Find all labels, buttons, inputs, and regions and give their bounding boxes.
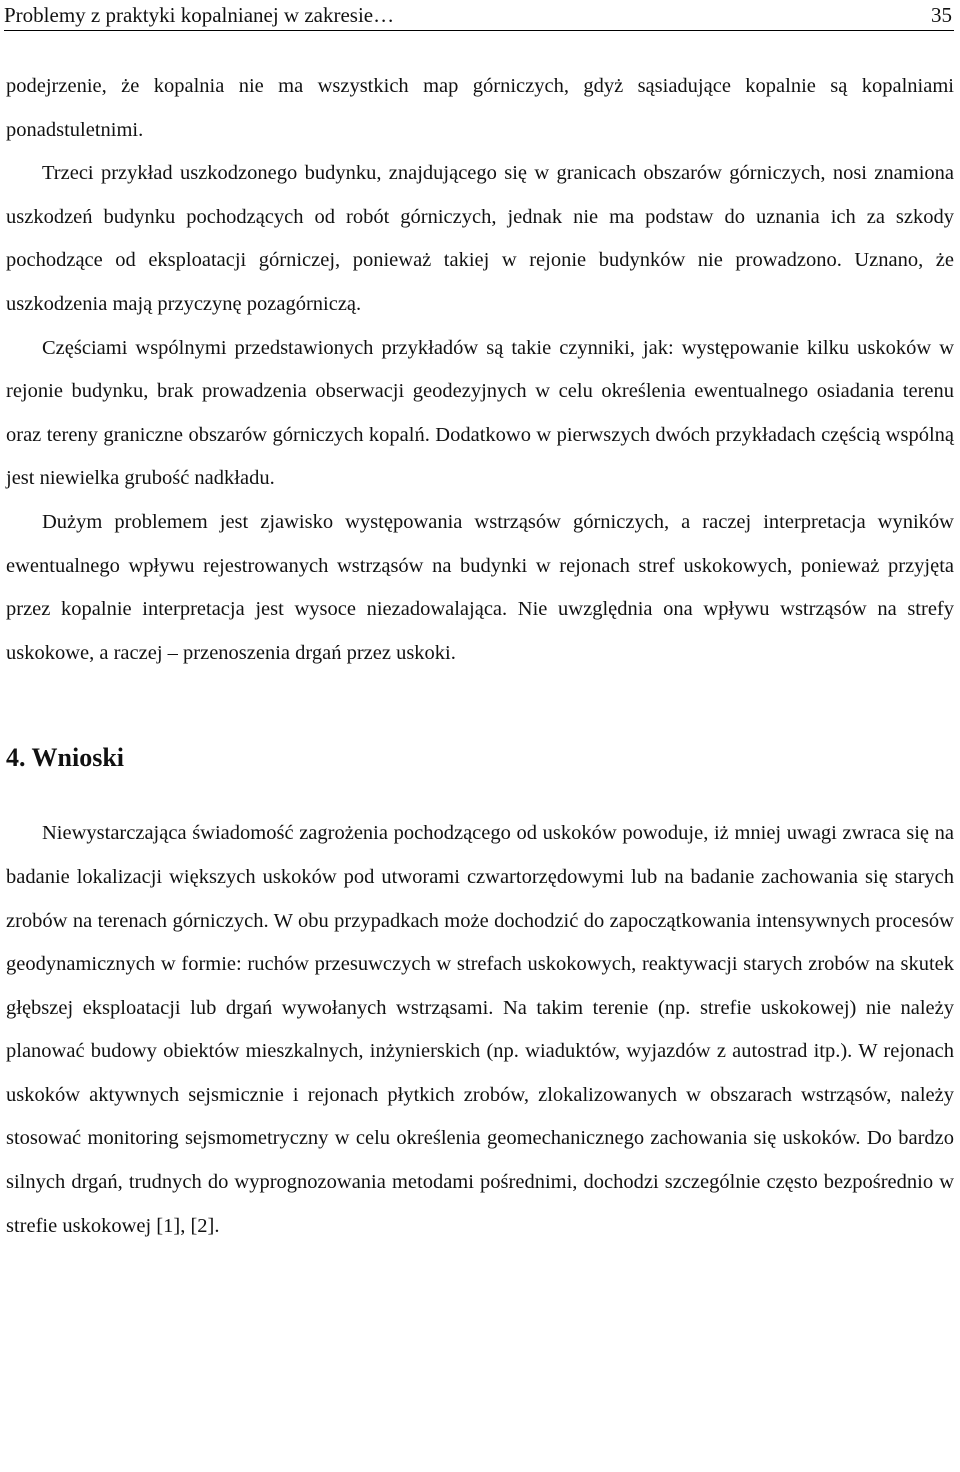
- paragraph-mining-tremors: Dużym problemem jest zjawisko występowania wstrząsów górniczych, a raczej interpretacja wyników ewentualnego wpływu rejestrowanych wstrząsów na budynki w rejonach stref uskokowych, ponieważ przyjęta przez kopalnie interpretacja jest wysoce niezadowalająca. Nie uwzględnia ona wpływu wstrząsów na strefy uskokowe, a raczej – przenoszenia drgań przez uskoki.: [6, 510, 954, 664]
- page-number: 35: [931, 3, 952, 27]
- paragraph-continuation: podejrzenie, że kopalnia nie ma wszystkich map górniczych, gdyż sąsiadujące kopalnie są kopalniami ponadstuletnimi.: [6, 75, 954, 141]
- running-header-title: Problemy z praktyki kopalnianej w zakresie…: [4, 3, 395, 27]
- paragraph-third-example: Trzeci przykład uszkodzonego budynku, znajdującego się w granicach obszarów górniczych, nosi znamiona uszkodzeń budynku pochodzących od robót górniczych, jednak nie ma podstaw do uznania ich za szkody pochodzące od eksploatacji górniczej, ponieważ takiej w rejonie budynków nie prowadzono. Uznano, że uszkodzenia mają przyczynę pozagórniczą.: [6, 162, 954, 315]
- running-header: [4, 0, 954, 31]
- section-heading: 4. Wnioski: [6, 743, 125, 773]
- paragraph-common-factors: Częściami wspólnymi przedstawionych przykładów są takie czynniki, jak: występowanie kilku uskoków w rejonie budynku, brak prowadzenia obserwacji geodezyjnych w celu określenia ewentualnego osiadania terenu oraz tereny graniczne obszarów górniczych kopalń. Dodatkowo w pierwszych dwóch przykładach częścią wspólną jest niewielka grubość nadkładu.: [6, 336, 954, 490]
- body-text: [6, 65, 954, 1248]
- paragraph-conclusions: Niewystarczająca świadomość zagrożenia pochodzącego od uskoków powoduje, iż mniej uwagi zwraca się na badanie lokalizacji większych uskoków pod utworami czwartorzędowymi lub na badanie zachowania się starych zrobów na terenach górniczych. W obu przypadkach może dochodzić do zapoczątkowania intensywnych procesów geodynamicznych w formie: ruchów przesuwczych w strefach uskokowych, reaktywacji starych zrobów na skutek głębszej eksploatacji lub drgań wywołanych wstrząsami. Na takim terenie (np. strefie uskokowej) nie należy planować budowy obiektów mieszkalnych, inżynierskich (np. wiaduktów, wyjazdów z autostrad itp.). W rejonach uskoków aktywnych sejsmicznie i rejonach płytkich zrobów, zlokalizowanych w obszarach wstrząsów, należy stosować monitoring sejsmometryczny w celu określenia geomechanicznego zachowania się uskoków. Do bardzo silnych drgań, trudnych do wyprognozowania metodami pośrednimi, dochodzi szczególnie często bezpośrednio w strefie uskokowej [1], [2].: [6, 822, 954, 1237]
